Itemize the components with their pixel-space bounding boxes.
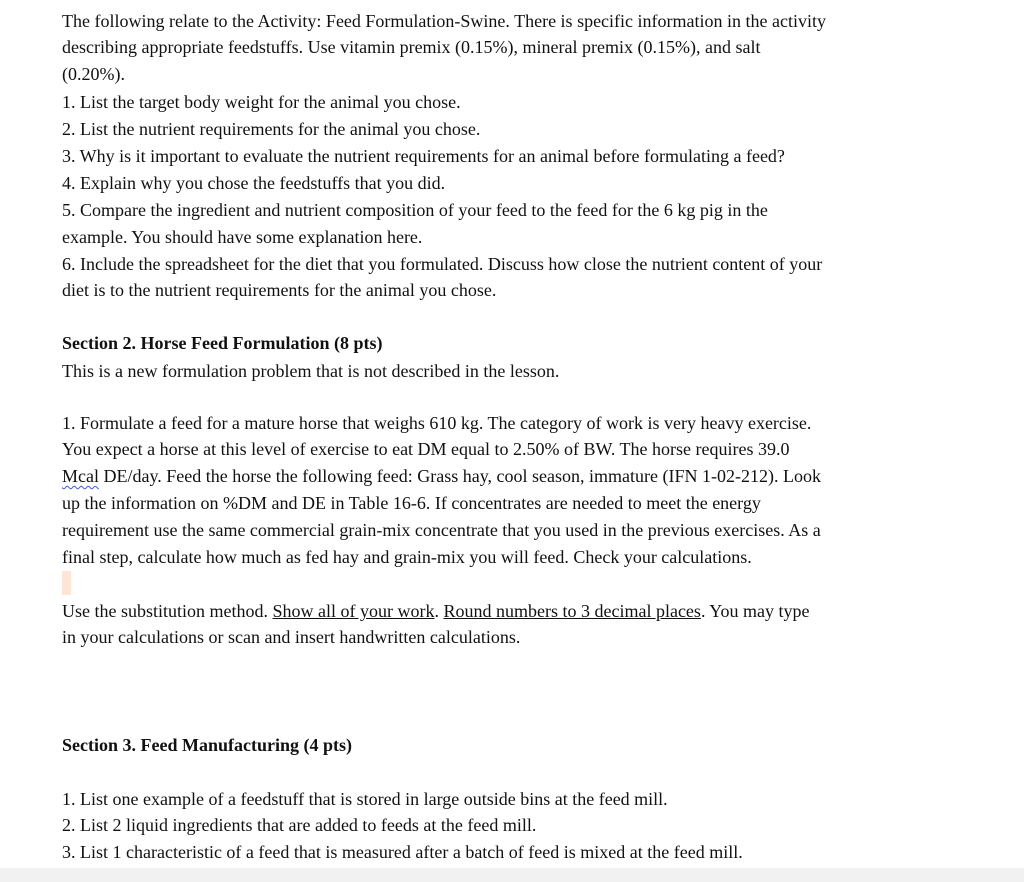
method-text: Use the substitution method.: [62, 601, 273, 621]
method-line: [62, 600, 809, 622]
problem-line: final step, calculate how much as fed hay and grain-mix you will feed. Check your calculations.: [62, 547, 752, 567]
list-item: diet is to the nutrient requirements for the animal you chose.: [62, 280, 497, 300]
round-text: Round numbers to 3 decimal places: [443, 601, 701, 621]
problem-line: [62, 465, 821, 487]
section-2-subtitle: This is a new formulation problem that is not described in the lesson.: [62, 361, 560, 381]
spellcheck-word[interactable]: Mcal: [62, 466, 99, 486]
intro-line: (0.20%).: [62, 64, 125, 84]
list-item: 3. List 1 characteristic of a feed that is measured after a batch of feed is mixed at the feed mill.: [62, 842, 743, 862]
method-suffix: . You may type: [700, 601, 810, 621]
problem-line: 1. Formulate a feed for a mature horse that weighs 610 kg. The category of work is very heavy exercise.: [62, 413, 812, 433]
list-item: 6. Include the spreadsheet for the diet that you formulated. Discuss how close the nutrient content of your: [62, 254, 823, 274]
list-item: 2. List 2 liquid ingredients that are added to feeds at the feed mill.: [62, 815, 537, 835]
show-work-text: Show all of your work: [272, 601, 435, 621]
text-cursor-highlight: [62, 571, 71, 595]
section-3-heading: Section 3. Feed Manufacturing (4 pts): [62, 735, 352, 755]
list-item: 1. List the target body weight for the animal you chose.: [62, 92, 461, 112]
problem-line: You expect a horse at this level of exercise to eat DM equal to 2.50% of BW. The horse requires 39.0: [62, 439, 790, 459]
problem-line: requirement use the same commercial grain-mix concentrate that you used in the previous exercises. As a: [62, 520, 821, 540]
intro-line: describing appropriate feedstuffs. Use vitamin premix (0.15%), mineral premix (0.15%), and salt: [62, 37, 761, 57]
intro-line: The following relate to the Activity: Feed Formulation-Swine. There is specific information in the activity: [62, 11, 826, 31]
page-bottom-edge: [0, 868, 1024, 882]
problem-line-text: DE/day. Feed the horse the following feed: Grass hay, cool season, immature (IFN 1-02-212). Look: [103, 466, 821, 486]
separator: .: [434, 601, 444, 621]
list-item: example. You should have some explanation here.: [62, 227, 423, 247]
problem-line: up the information on %DM and DE in Table 16-6. If concentrates are needed to meet the energy: [62, 493, 761, 513]
list-item: 1. List one example of a feedstuff that is stored in large outside bins at the feed mill.: [62, 789, 668, 809]
list-item: 2. List the nutrient requirements for the animal you chose.: [62, 119, 481, 139]
list-item: 3. Why is it important to evaluate the nutrient requirements for an animal before formulating a feed?: [62, 146, 785, 166]
method-line-2: in your calculations or scan and insert handwritten calculations.: [62, 627, 521, 647]
list-item: 4. Explain why you chose the feedstuffs that you did.: [62, 173, 446, 193]
list-item: 5. Compare the ingredient and nutrient composition of your feed to the feed for the 6 kg pig in the: [62, 200, 768, 220]
section-2-heading: Section 2. Horse Feed Formulation (8 pts): [62, 333, 383, 353]
